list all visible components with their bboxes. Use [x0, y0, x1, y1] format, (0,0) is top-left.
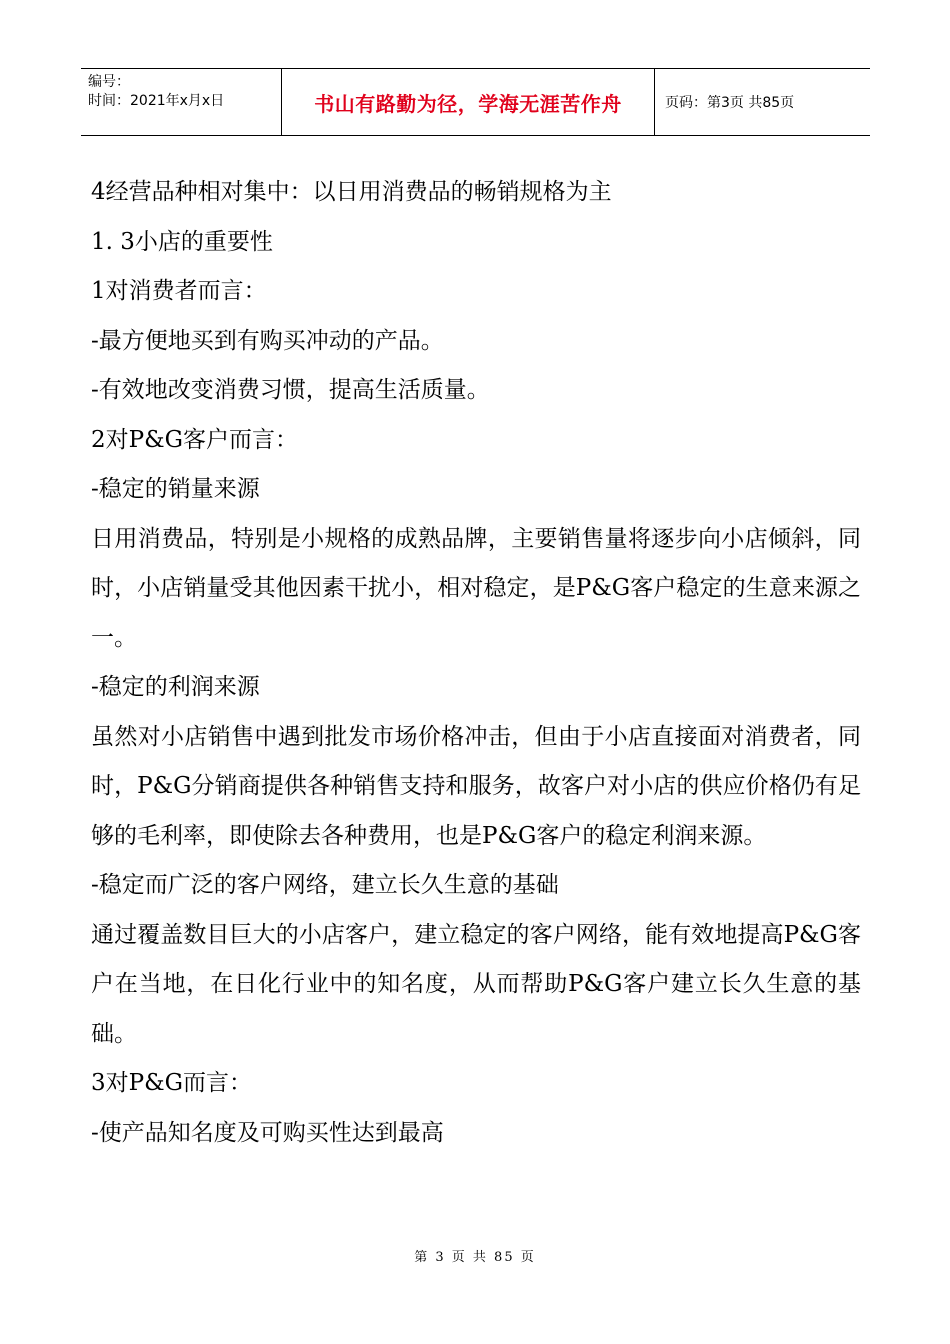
paragraph: -使产品知名度及可购买性达到最高: [91, 1119, 444, 1146]
paragraph: -最方便地买到有购买冲动的产品。: [91, 327, 444, 354]
header-page-info: 页码：第3页 共85页: [665, 95, 795, 111]
paragraph: -稳定的利润来源: [91, 674, 260, 700]
paragraph: 4经营品种相对集中：以日用消费品的畅销规格为主: [91, 179, 612, 205]
page-header: [81, 68, 870, 136]
page-footer: 第 3 页 共 85 页: [414, 1250, 536, 1265]
paragraph: -稳定而广泛的客户网络，建立长久生意的基础: [91, 872, 559, 898]
number-label: 编号：: [88, 74, 130, 90]
paragraph: -稳定的销量来源: [91, 476, 260, 502]
time-label: 时间：2021年x月x日: [88, 93, 225, 109]
paragraph: 通过覆盖数目巨大的小店客户，建立稳定的客户网络，能有效地提高P&G客户在当地，在日化行业中的知名度，从而帮助P&G客户建立长久生意的基础。: [91, 921, 861, 1047]
section-heading: 1. 3小店的重要性: [91, 228, 273, 255]
paragraph: 3对P&G而言：: [91, 1070, 252, 1096]
paragraph: 日用消费品，特别是小规格的成熟品牌，主要销售量将逐步向小店倾斜，同时，小店销量受其他因素干扰小，相对稳定，是P&G客户稳定的生意来源之一。: [91, 525, 861, 651]
paragraph: 1对消费者而言：: [91, 278, 267, 304]
document-body: [91, 168, 861, 1158]
paragraph: 2对P&G客户而言：: [91, 426, 298, 453]
paragraph: -有效地改变消费习惯，提高生活质量。: [91, 377, 490, 403]
header-motto: 书山有路勤为径，学海无涯苦作舟: [282, 69, 655, 135]
paragraph: 虽然对小店销售中遇到批发市场价格冲击，但由于小店直接面对消费者，同时，P&G分销商提供各种销售支持和服务，故客户对小店的供应价格仍有足够的毛利率，即使除去各种费用，也是P&G客户的稳定利润来源。: [91, 723, 861, 849]
header-meta: [81, 69, 282, 135]
